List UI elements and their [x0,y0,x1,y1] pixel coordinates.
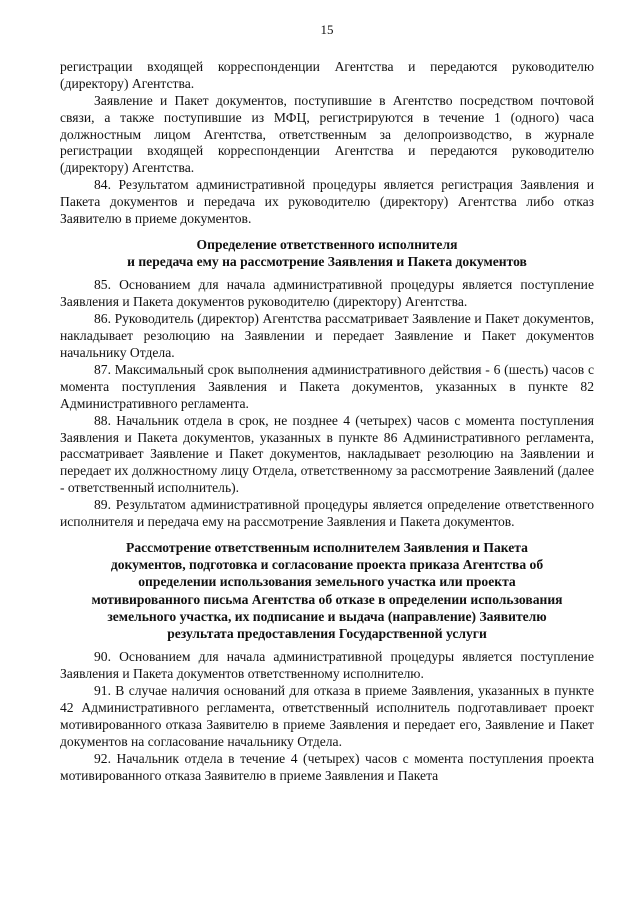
section-heading-assignment [60,236,594,270]
heading-line: и передача ему на рассмотрение Заявления и Пакета документов [127,254,527,270]
paragraph-91: 91. В случае наличия оснований для отказа в приеме Заявления, указанных в пункте 42 Административного регламента, ответственный исполнитель подготавливает проект мотивированного отказа Заявителю в приеме Заявления и передает его, Заявление и Пакет документов на согласование начальнику Отдела. [60,683,594,749]
heading-line: мотивированного письма Агентства об отказе в определении использования [91,591,563,607]
page-number: 15 [320,22,334,37]
paragraph-89: 89. Результатом административной процедуры является определение ответственного исполнителя и передача ему на рассмотрение Заявления и Пакета документов. [60,497,594,530]
heading-line: определении использования земельного участка или проекта [138,574,516,590]
paragraph-92: 92. Начальник отдела в течение 4 (четырех) часов с момента поступления проекта мотивированного отказа Заявителю в приеме Заявления и Пакета [60,750,594,783]
paragraph-87: 87. Максимальный срок выполнения административного действия - 6 (шесть) часов с момента поступления Заявления и Пакета документов, указанных в пункте 82 Административного регламента. [60,361,594,411]
paragraph-85: 85. Основанием для начала административной процедуры является поступление Заявления и Пакета документов руководителю (директору) Агентства. [60,277,594,310]
paragraph-84: 84. Результатом административной процедуры является регистрация Заявления и Пакета документов и передача их руководителю (директору) Агентства либо отказ Заявителю в приеме документов. [60,177,594,227]
heading-line: документов, подготовка и согласование проекта приказа Агентства об [110,557,544,573]
heading-line: Определение ответственного исполнителя [196,236,458,252]
paragraph-mail-registration: Заявление и Пакет документов, поступившие в Агентство посредством почтовой связи, а также поступившие из МФЦ, регистрируются в течение 1 (одного) часа должностным лицом Агентства, ответственным за делопроизводство, в журнале регистрации входящей корреспонденции Агентства и передаются руководителю (директору) Агентства. [60,92,594,176]
heading-line: Рассмотрение ответственным исполнителем Заявления и Пакета [126,539,528,555]
paragraph-88: 88. Начальник отдела в срок, не позднее 4 (четырех) часов с момента поступления Заявления и Пакета документов, указанных в пункте 86 Административного регламента, рассматривает Заявление и Пакет документов, накладывает резолюцию на Заявлении и передает их должностному лицу Отдела, ответственному за рассмотрение Заявлений (далее - ответственный исполнитель). [60,412,594,496]
section-heading-review [60,539,594,642]
heading-line: земельного участка, их подписание и выдача (направление) Заявителю [107,608,547,624]
paragraph-86: 86. Руководитель (директор) Агентства рассматривает Заявление и Пакет документов, накладывает резолюцию на Заявлении и передает Заявление и Пакет документов начальнику Отдела. [60,311,594,360]
paragraph-90: 90. Основанием для начала административной процедуры является поступление Заявления и Пакета документов ответственному исполнителю. [60,649,594,682]
heading-line: результата предоставления Государственной услуги [167,625,487,641]
paragraph-continuation: регистрации входящей корреспонденции Агентства и передаются руководителю (директору) Агентства. [60,58,594,91]
